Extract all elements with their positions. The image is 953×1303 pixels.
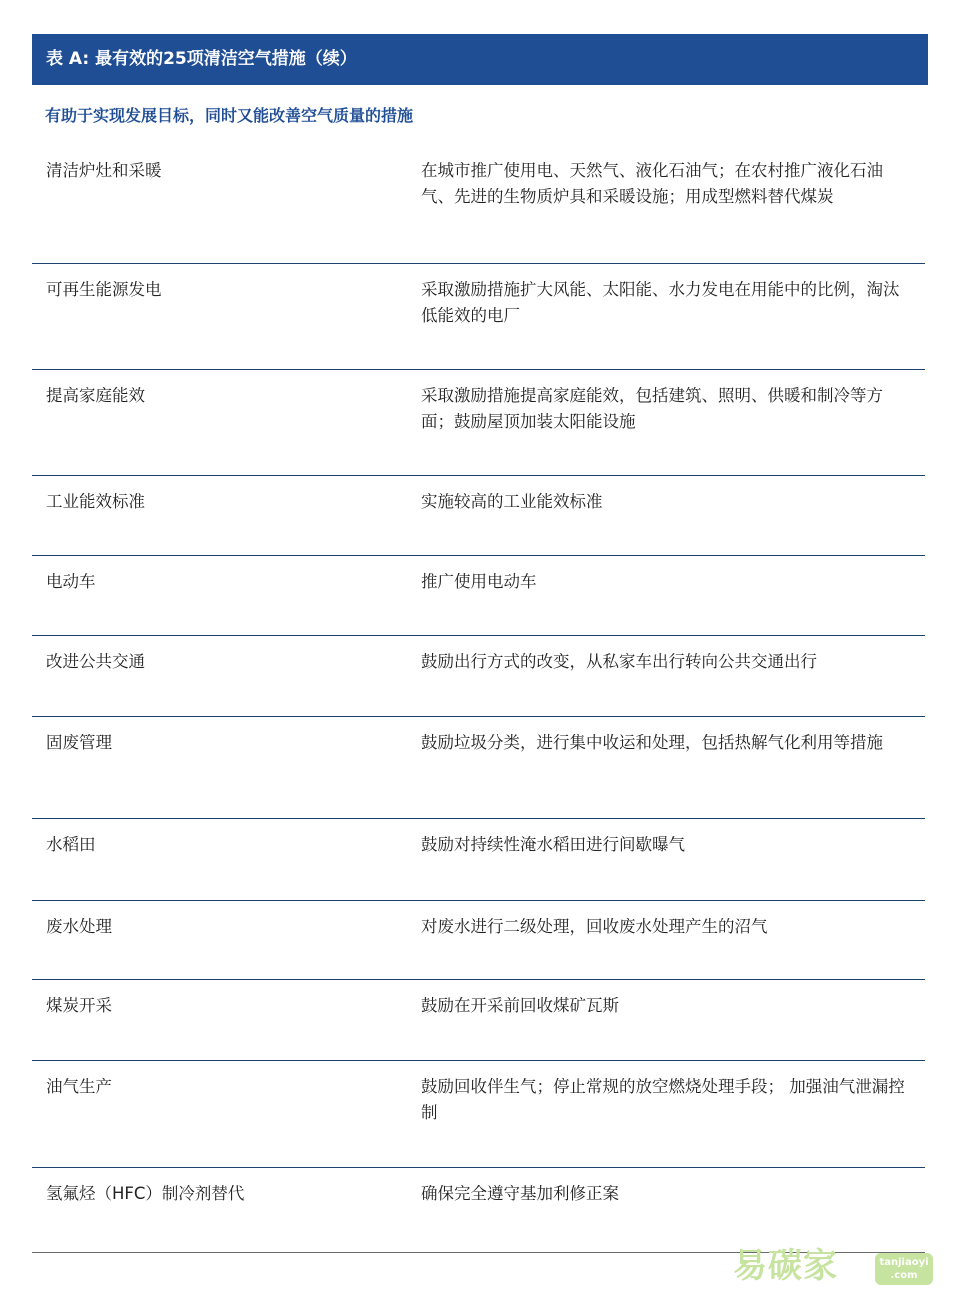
measure-name: 改进公共交通 (46, 652, 145, 671)
table-title: 表 A: 最有效的25项清洁空气措施（续） (46, 49, 357, 69)
measure-description: 采取激励措施提高家庭能效，包括建筑、照明、供暖和制冷等方面；鼓励屋顶加装太阳能设施 (421, 386, 883, 431)
watermark-tld: .com (890, 1270, 918, 1281)
measure-description: 鼓励垃圾分类，进行集中收运和处理，包括热解气化利用等措施 (421, 733, 883, 752)
measure-description: 确保完全遵守基加利修正案 (421, 1184, 619, 1203)
table-row (32, 636, 925, 717)
measure-description: 鼓励出行方式的改变，从私家车出行转向公共交通出行 (421, 652, 817, 671)
measure-description: 鼓励在开采前回收煤矿瓦斯 (421, 996, 619, 1015)
measure-name: 提高家庭能效 (46, 386, 145, 405)
measure-name: 清洁炉灶和采暖 (46, 161, 162, 180)
measure-name: 水稻田 (46, 835, 96, 854)
measure-description: 在城市推广使用电、天然气、液化石油气；在农村推广液化石油气、先进的生物质炉具和采暖设施；用成型燃料替代煤炭 (421, 161, 883, 206)
measure-description: 采取激励措施扩大风能、太阳能、水力发电在用能中的比例，淘汰低能效的电厂 (421, 280, 900, 325)
watermark-domain: tanjiaoyi (879, 1257, 929, 1268)
table-row (32, 370, 925, 476)
table-row (32, 264, 925, 370)
watermark-text: 易碳家 (733, 1246, 838, 1286)
measure-name: 氢氟烃（HFC）制冷剂替代 (46, 1184, 245, 1203)
measure-description: 对废水进行二级处理，回收废水处理产生的沼气 (421, 917, 768, 936)
table-row (32, 717, 925, 819)
table-row (32, 556, 925, 636)
measure-name: 废水处理 (46, 917, 112, 936)
measure-name: 可再生能源发电 (46, 280, 162, 299)
table-row (32, 980, 925, 1061)
measure-description: 推广使用电动车 (421, 572, 537, 591)
measure-name: 工业能效标准 (46, 492, 145, 511)
measure-name: 煤炭开采 (46, 996, 112, 1015)
table-row (32, 901, 925, 980)
measure-description: 实施较高的工业能效标准 (421, 492, 603, 511)
measure-name: 油气生产 (46, 1077, 112, 1096)
watermark-logo (733, 1243, 943, 1293)
table-row (32, 819, 925, 901)
table-row (32, 1168, 925, 1253)
section-subtitle: 有助于实现发展目标，同时又能改善空气质量的措施 (45, 106, 414, 125)
watermark-badge (875, 1253, 933, 1285)
table-row (32, 476, 925, 556)
measure-description: 鼓励对持续性淹水稻田进行间歇曝气 (421, 835, 685, 854)
table-title-bar (32, 34, 928, 85)
measures-table (32, 145, 925, 1253)
measure-description: 鼓励回收伴生气；停止常规的放空燃烧处理手段； 加强油气泄漏控制 (421, 1077, 905, 1122)
table-row (32, 1061, 925, 1168)
measure-name: 电动车 (46, 572, 96, 591)
table-row (32, 145, 925, 264)
measure-name: 固废管理 (46, 733, 112, 752)
